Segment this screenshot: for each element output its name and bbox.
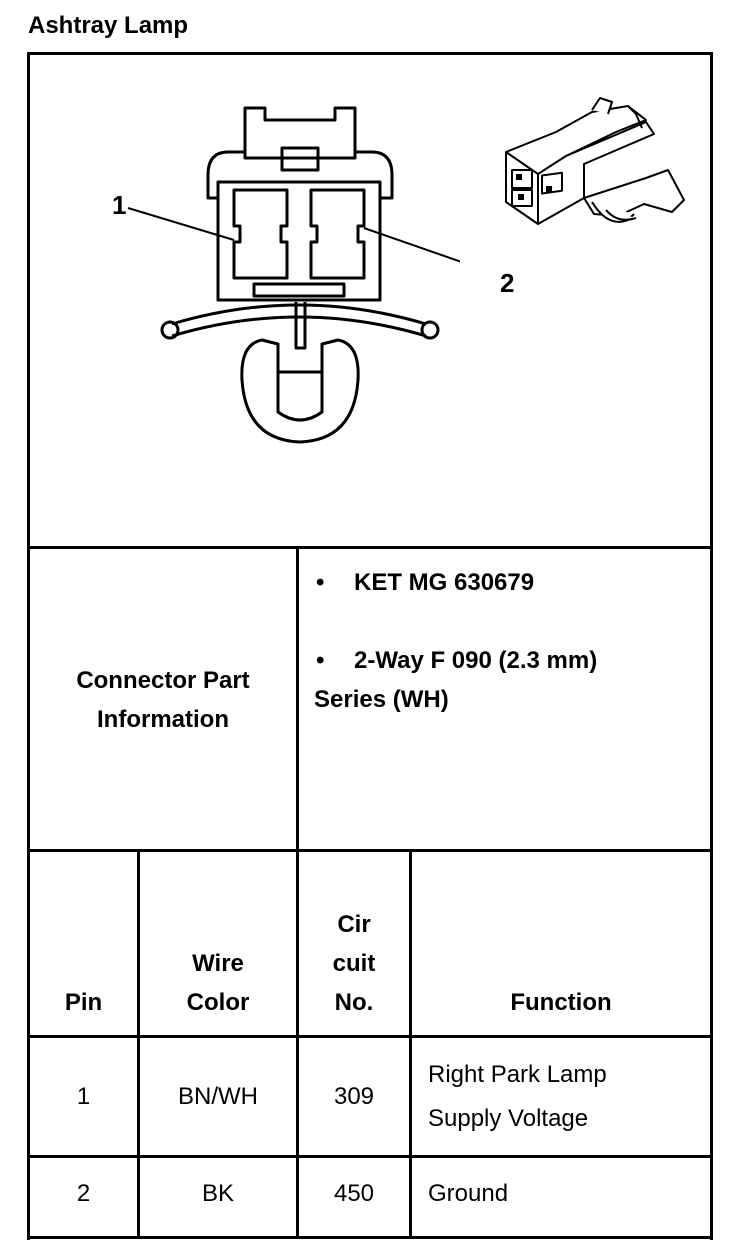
divider-info-vertical bbox=[296, 546, 299, 852]
pin-callout-1: 1 bbox=[112, 190, 127, 220]
frame-bottom bbox=[28, 1236, 712, 1239]
header-circuit-line3: No. bbox=[334, 989, 374, 1016]
frame-top bbox=[28, 52, 712, 55]
row1-wire-color: BN/WH bbox=[178, 1083, 258, 1110]
connector-series-line2: Series (WH) bbox=[314, 686, 449, 713]
connector-part-number: KET MG 630679 bbox=[354, 569, 535, 596]
header-wire-color-line2: Color bbox=[186, 989, 250, 1016]
row1-function-line2: Supply Voltage bbox=[428, 1105, 589, 1132]
divider-info-bottom bbox=[28, 849, 712, 852]
page-title: Ashtray Lamp bbox=[28, 12, 189, 39]
bullet-1: • bbox=[316, 569, 325, 596]
frame-right bbox=[710, 52, 713, 1240]
row2-wire-color: BK bbox=[201, 1180, 234, 1207]
row2-circuit: 450 bbox=[333, 1180, 375, 1207]
bullet-2: • bbox=[316, 647, 325, 674]
divider-diagram-bottom bbox=[28, 546, 712, 549]
divider-header-bottom bbox=[28, 1035, 712, 1038]
row1-circuit: 309 bbox=[333, 1083, 375, 1110]
header-circuit-line2: cuit bbox=[332, 950, 376, 977]
row2-function: Ground bbox=[428, 1180, 509, 1207]
connector-series-line1: 2-Way F 090 (2.3 mm) bbox=[354, 647, 598, 674]
pin-callout-2: 2 bbox=[500, 268, 515, 298]
header-wire-color-line1: Wire bbox=[192, 950, 244, 977]
frame-left bbox=[27, 52, 30, 1240]
connector-isometric-image bbox=[496, 92, 686, 242]
header-pin: Pin bbox=[64, 989, 103, 1016]
divider-row1-bottom bbox=[28, 1155, 712, 1158]
header-function: Function bbox=[510, 989, 612, 1016]
row1-pin: 1 bbox=[76, 1083, 91, 1110]
row1-function-line1: Right Park Lamp bbox=[428, 1061, 607, 1088]
header-circuit-line1: Cir bbox=[337, 911, 371, 938]
connector-face-diagram bbox=[100, 90, 460, 470]
row2-pin: 2 bbox=[76, 1180, 91, 1207]
connector-info-label-line2: Information bbox=[97, 706, 229, 733]
connector-info-label-line1: Connector Part bbox=[76, 667, 250, 694]
divider-col-circuit bbox=[409, 849, 412, 1239]
